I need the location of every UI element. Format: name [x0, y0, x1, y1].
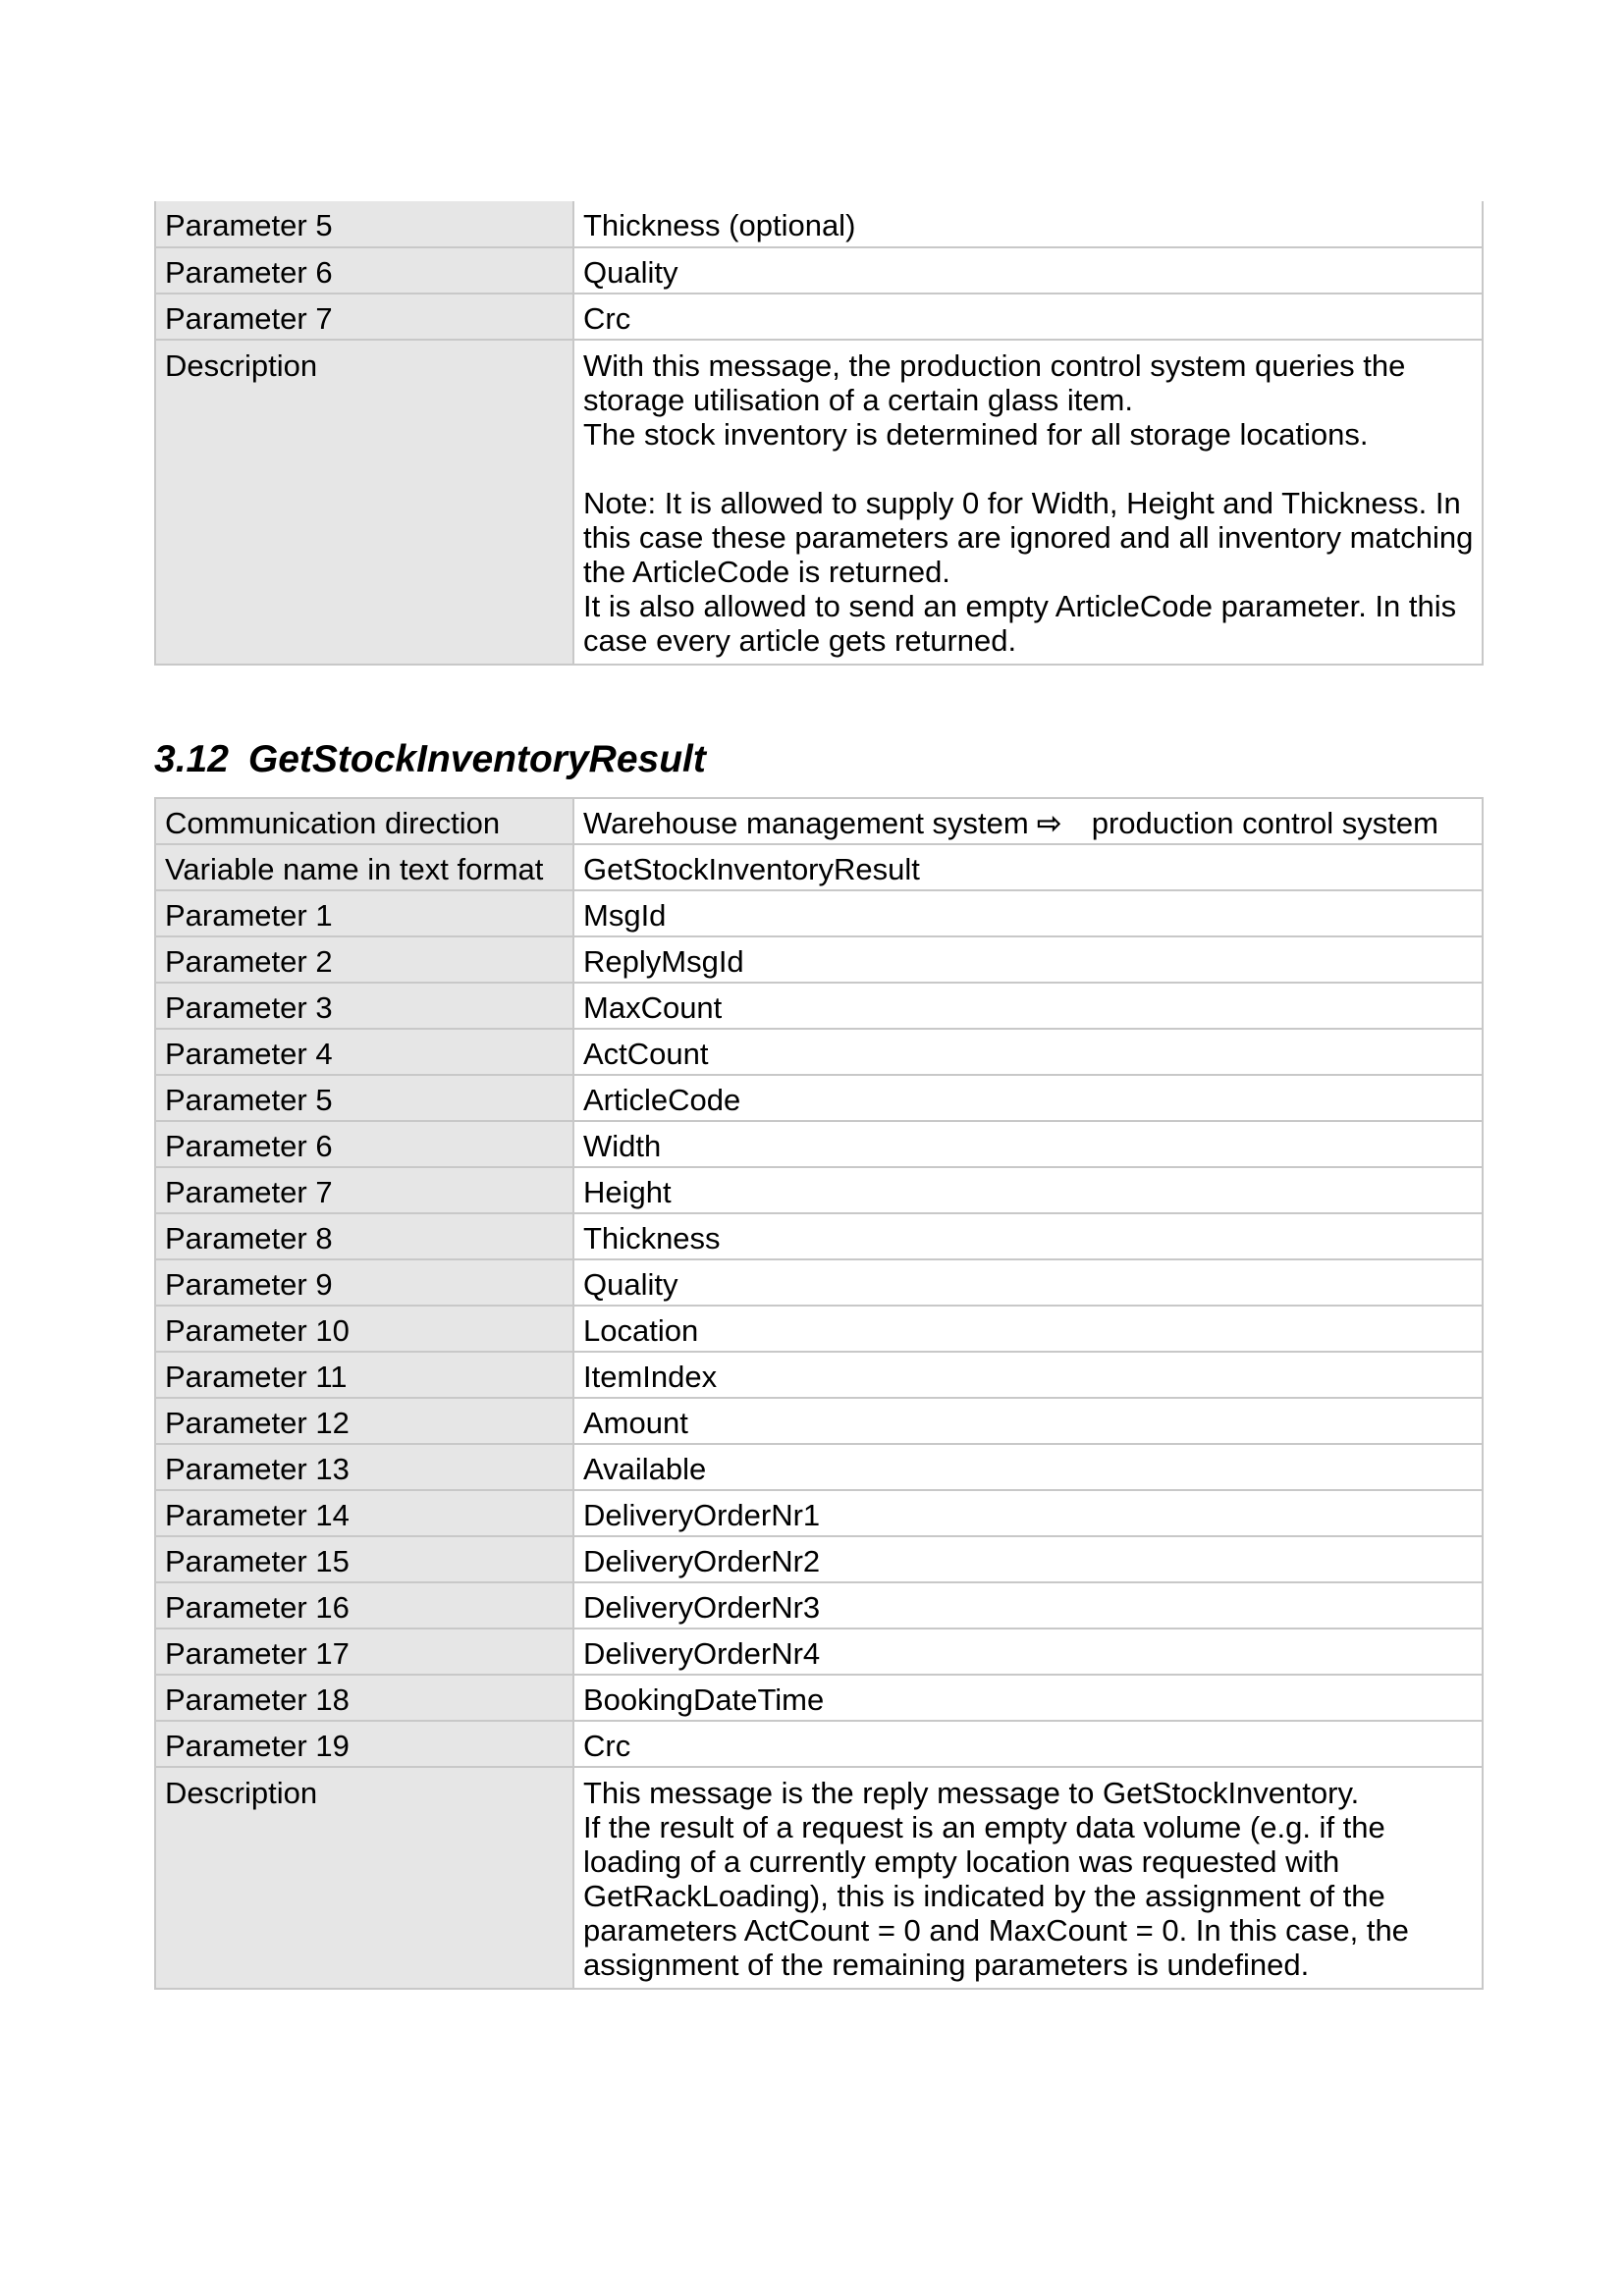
parameter-value: Thickness	[573, 1213, 1483, 1259]
description-line: the ArticleCode is returned.	[583, 555, 950, 589]
description-line: Note: It is allowed to supply 0 for Width, Height and Thickness. In	[583, 486, 1461, 520]
parameter-key: Parameter 7	[155, 294, 573, 340]
description-line: It is also allowed to send an empty ArticleCode parameter. In this	[583, 589, 1457, 623]
parameter-value: ArticleCode	[573, 1075, 1483, 1121]
parameter-key: Variable name in text format	[155, 844, 573, 890]
parameter-value: Location	[573, 1306, 1483, 1352]
parameter-value: BookingDateTime	[573, 1675, 1483, 1721]
section-heading	[154, 738, 1482, 781]
description-line: This message is the reply message to GetStockInventory.	[583, 1776, 1360, 1810]
parameter-value: Height	[573, 1167, 1483, 1213]
direction-from: Warehouse management system	[583, 806, 1029, 840]
parameter-key: Parameter 3	[155, 983, 573, 1029]
table-row	[155, 983, 1483, 1029]
table-row	[155, 1398, 1483, 1444]
parameter-value: Amount	[573, 1398, 1483, 1444]
direction-key: Communication direction	[155, 798, 573, 844]
description-row	[155, 340, 1483, 665]
parameter-key: Parameter 16	[155, 1582, 573, 1629]
description-line: case every article gets returned.	[583, 623, 1017, 658]
description-text	[573, 340, 1483, 665]
table-row	[155, 1675, 1483, 1721]
getstockinventoryresult-parameter-table	[154, 797, 1484, 1990]
direction-row	[155, 798, 1483, 844]
parameter-value: DeliveryOrderNr4	[573, 1629, 1483, 1675]
parameter-key: Parameter 8	[155, 1213, 573, 1259]
parameter-key: Parameter 5	[155, 1075, 573, 1121]
parameter-key: Parameter 14	[155, 1490, 573, 1536]
parameter-value: Crc	[573, 294, 1483, 340]
table-row	[155, 201, 1483, 247]
parameter-key: Parameter 13	[155, 1444, 573, 1490]
table-row	[155, 1306, 1483, 1352]
parameter-key: Parameter 1	[155, 890, 573, 936]
table-row	[155, 1629, 1483, 1675]
table-row	[155, 1075, 1483, 1121]
parameter-value: Available	[573, 1444, 1483, 1490]
table-row	[155, 1029, 1483, 1075]
document-page	[154, 201, 1482, 1990]
parameter-key: Parameter 6	[155, 247, 573, 294]
description-row	[155, 1767, 1483, 1989]
direction-to: production control system	[1091, 806, 1438, 840]
right-arrow-icon: ⇨	[1036, 806, 1062, 840]
parameter-key: Parameter 15	[155, 1536, 573, 1582]
parameter-value: ItemIndex	[573, 1352, 1483, 1398]
description-line: If the result of a request is an empty data volume (e.g. if the	[583, 1810, 1385, 1844]
parameter-value: DeliveryOrderNr3	[573, 1582, 1483, 1629]
description-blank-line	[583, 452, 1474, 486]
description-text	[573, 1767, 1483, 1989]
description-key: Description	[155, 1767, 573, 1989]
table-row	[155, 1490, 1483, 1536]
description-line: storage utilisation of a certain glass item.	[583, 383, 1133, 417]
table-row	[155, 1167, 1483, 1213]
parameter-value: Quality	[573, 1259, 1483, 1306]
description-line: parameters ActCount = 0 and MaxCount = 0. In this case, the	[583, 1913, 1409, 1948]
description-key: Description	[155, 340, 573, 665]
parameter-key: Parameter 18	[155, 1675, 573, 1721]
parameter-key: Parameter 19	[155, 1721, 573, 1767]
description-line: GetRackLoading), this is indicated by the assignment of the	[583, 1879, 1385, 1913]
description-line: assignment of the remaining parameters is undefined.	[583, 1948, 1310, 1982]
table-row	[155, 936, 1483, 983]
parameter-key: Parameter 12	[155, 1398, 573, 1444]
table-row	[155, 1536, 1483, 1582]
table-row	[155, 1444, 1483, 1490]
parameter-key: Parameter 17	[155, 1629, 573, 1675]
table-row	[155, 890, 1483, 936]
table-row	[155, 1582, 1483, 1629]
parameter-value: MsgId	[573, 890, 1483, 936]
parameter-value: ReplyMsgId	[573, 936, 1483, 983]
description-line: this case these parameters are ignored and all inventory matching	[583, 520, 1474, 555]
parameter-value: Crc	[573, 1721, 1483, 1767]
parameter-key: Parameter 5	[155, 201, 573, 247]
parameter-value: Thickness (optional)	[573, 201, 1483, 247]
parameter-value: Quality	[573, 247, 1483, 294]
table-row	[155, 294, 1483, 340]
parameter-key: Parameter 7	[155, 1167, 573, 1213]
parameter-value: MaxCount	[573, 983, 1483, 1029]
description-line: loading of a currently empty location was requested with	[583, 1844, 1340, 1879]
parameter-key: Parameter 10	[155, 1306, 573, 1352]
parameter-value: GetStockInventoryResult	[573, 844, 1483, 890]
table-row	[155, 1259, 1483, 1306]
table-row	[155, 1213, 1483, 1259]
parameter-value: DeliveryOrderNr2	[573, 1536, 1483, 1582]
parameter-value: ActCount	[573, 1029, 1483, 1075]
table-row	[155, 1352, 1483, 1398]
direction-value	[573, 798, 1483, 844]
getstockinventory-parameter-table	[154, 201, 1484, 666]
parameter-key: Parameter 4	[155, 1029, 573, 1075]
parameter-key: Parameter 9	[155, 1259, 573, 1306]
table-row	[155, 247, 1483, 294]
section-title: GetStockInventoryResult	[247, 738, 706, 780]
description-line: With this message, the production control system queries the	[583, 348, 1406, 383]
table-row	[155, 844, 1483, 890]
parameter-value: Width	[573, 1121, 1483, 1167]
description-line: The stock inventory is determined for all storage locations.	[583, 417, 1369, 452]
parameter-key: Parameter 6	[155, 1121, 573, 1167]
table-row	[155, 1721, 1483, 1767]
parameter-key: Parameter 11	[155, 1352, 573, 1398]
parameter-value: DeliveryOrderNr1	[573, 1490, 1483, 1536]
parameter-key: Parameter 2	[155, 936, 573, 983]
table-row	[155, 1121, 1483, 1167]
section-number: 3.12	[154, 738, 229, 780]
